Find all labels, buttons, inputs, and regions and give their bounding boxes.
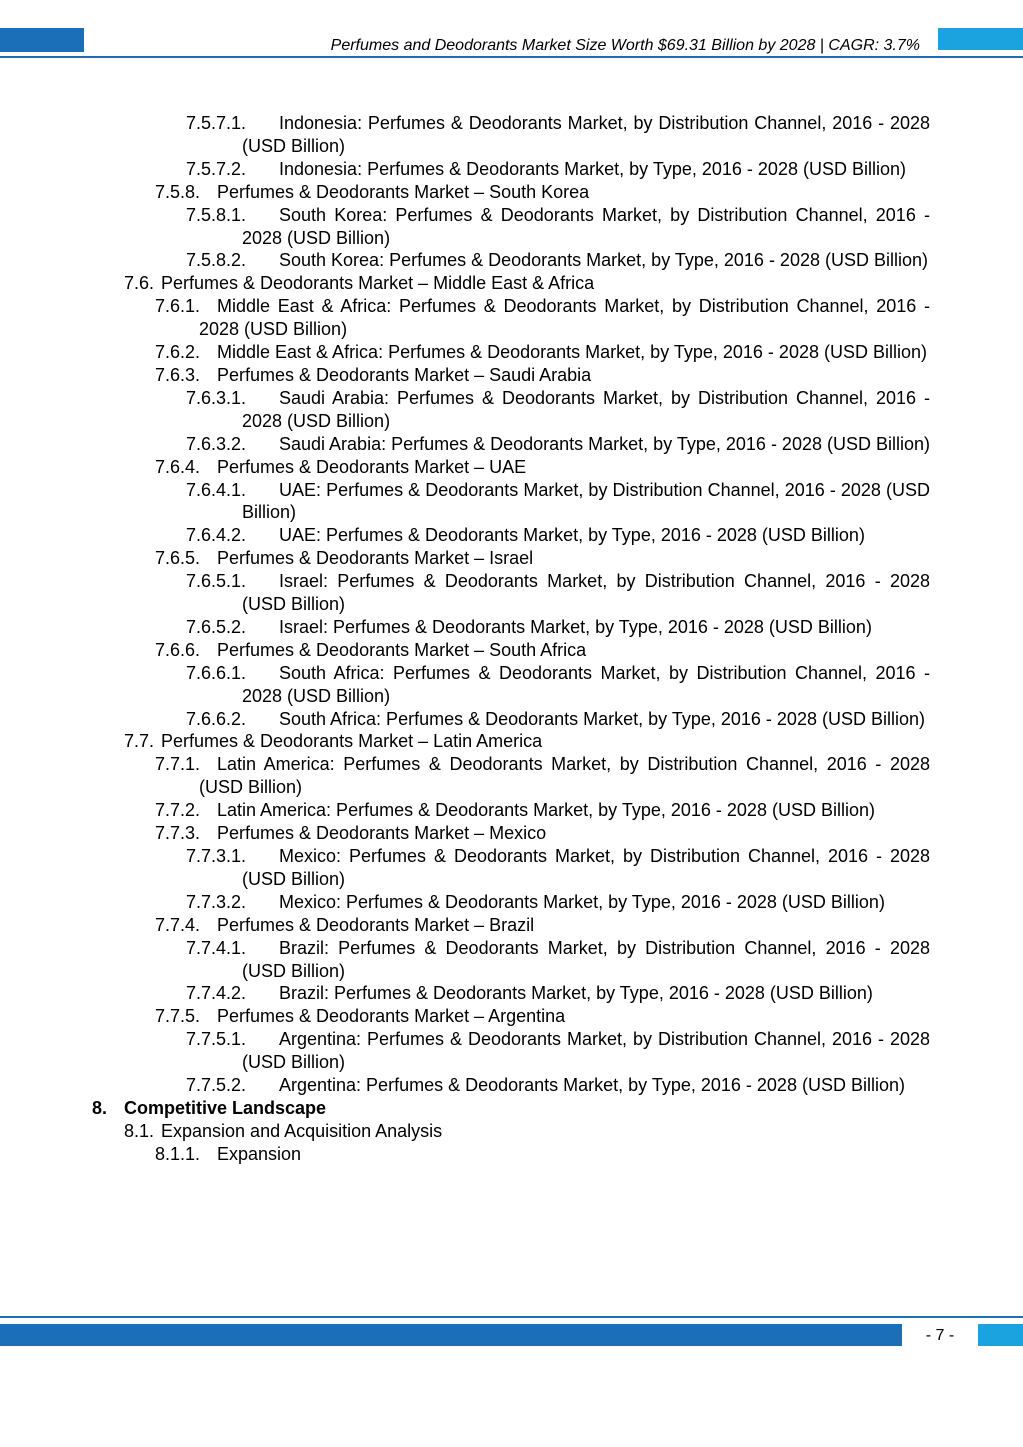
toc-entry-title: Perfumes & Deodorants Market – Argentina — [217, 1006, 566, 1027]
toc-entry-title: Competitive Landscape — [124, 1097, 327, 1118]
toc-entry-title: Latin America: Perfumes & Deodorants Market, by Distribution Channel, 2016 - 2028 (USD Billion) — [199, 754, 930, 798]
toc-entry-title: Saudi Arabia: Perfumes & Deodorants Market, by Type, 2016 - 2028 (USD Billion) — [279, 433, 930, 454]
toc-entry[interactable] — [186, 570, 930, 616]
toc-entry-title: Mexico: Perfumes & Deodorants Market, by Type, 2016 - 2028 (USD Billion) — [279, 891, 885, 912]
toc-entry[interactable] — [186, 982, 930, 1005]
toc-entry-number: 7.6.6. — [155, 639, 201, 660]
toc-entry-title: Middle East & Africa: Perfumes & Deodorants Market, by Distribution Channel, 2016 - 2028 (USD Billion) — [199, 296, 930, 340]
toc-entry-number: 7.5.8. — [155, 181, 201, 202]
toc-entry-title: Perfumes & Deodorants Market – Latin America — [161, 731, 543, 752]
toc-entry[interactable] — [155, 822, 930, 845]
toc-entry[interactable] — [186, 937, 930, 983]
toc-entry[interactable] — [124, 272, 930, 295]
toc-entry-title: Brazil: Perfumes & Deodorants Market, by Type, 2016 - 2028 (USD Billion) — [279, 983, 873, 1004]
toc-entry-title: Perfumes & Deodorants Market – Brazil — [217, 914, 535, 935]
toc-entry-title: South Korea: Perfumes & Deodorants Market, by Distribution Channel, 2016 - 2028 (USD Billion) — [242, 204, 930, 248]
toc-entry-title: South Africa: Perfumes & Deodorants Market, by Distribution Channel, 2016 - 2028 (USD Billion) — [242, 662, 930, 706]
toc-entry-number: 7.6. — [124, 273, 155, 294]
toc-entry[interactable] — [155, 295, 930, 341]
toc-entry-number: 7.6.4. — [155, 456, 201, 477]
toc-entry-number: 8.1.1. — [155, 1143, 201, 1164]
toc-entry[interactable] — [186, 479, 930, 525]
toc-entry-title: Argentina: Perfumes & Deodorants Market, by Type, 2016 - 2028 (USD Billion) — [279, 1075, 905, 1096]
toc-entry-title: Expansion — [217, 1143, 302, 1164]
toc-entry-title: Indonesia: Perfumes & Deodorants Market, by Type, 2016 - 2028 (USD Billion) — [279, 158, 906, 179]
toc-entry-number: 7.7.4.1. — [186, 937, 247, 958]
toc-entry-number: 7.7.5.2. — [186, 1075, 247, 1096]
toc-entry-title: Perfumes & Deodorants Market – Saudi Arabia — [217, 364, 592, 385]
toc-entry[interactable] — [186, 387, 930, 433]
toc-entry-title: UAE: Perfumes & Deodorants Market, by Type, 2016 - 2028 (USD Billion) — [279, 525, 865, 546]
toc-entry-title: Indonesia: Perfumes & Deodorants Market, by Distribution Channel, 2016 - 2028 (USD Billion) — [242, 113, 930, 156]
toc-entry-number: 7.7.5. — [155, 1006, 201, 1027]
header-rule — [0, 56, 1023, 58]
toc-entry-number: 7.6.3.1. — [186, 387, 247, 408]
footer-rule — [0, 1316, 1023, 1318]
toc-entry[interactable] — [155, 547, 930, 570]
toc-entry[interactable] — [186, 708, 930, 731]
toc-entry[interactable] — [186, 112, 930, 158]
toc-entry[interactable] — [155, 914, 930, 937]
toc-entry-title: Perfumes & Deodorants Market – South Korea — [217, 181, 590, 202]
toc-entry-number: 7.5.8.1. — [186, 204, 247, 225]
page-number: - 7 - — [925, 1327, 955, 1344]
toc-entry-number: 7.6.5. — [155, 548, 201, 569]
toc-entry-number: 7.7.3.1. — [186, 846, 247, 866]
toc-entry-title: Perfumes & Deodorants Market – UAE — [217, 456, 527, 477]
toc-entry-number: 7.7.4.2. — [186, 983, 247, 1004]
toc-entry-number: 7.6.3. — [155, 364, 201, 385]
toc-entry-number: 7.5.7.1. — [186, 113, 247, 133]
toc-entry[interactable] — [186, 204, 930, 250]
toc-entry-title: Middle East & Africa: Perfumes & Deodorants Market, by Type, 2016 - 2028 (USD Billion) — [217, 342, 927, 363]
toc-entry-title: Perfumes & Deodorants Market – South Africa — [217, 639, 587, 660]
toc-entry-title: Perfumes & Deodorants Market – Israel — [217, 548, 534, 569]
header-title: Perfumes and Deodorants Market Size Worth $69.31 Billion by 2028 | CAGR: 3.7% — [330, 37, 920, 54]
toc-entry-number: 7.7.4. — [155, 914, 201, 935]
toc-entry-title: Argentina: Perfumes & Deodorants Market, by Distribution Channel, 2016 - 2028 (USD Billion) — [242, 1029, 930, 1073]
toc-entry-title: Israel: Perfumes & Deodorants Market, by Distribution Channel, 2016 - 2028 (USD Billion) — [242, 571, 930, 615]
toc-entry[interactable] — [186, 1028, 930, 1074]
toc-entry-number: 7.7.5.1. — [186, 1029, 247, 1050]
toc-entry-number: 7.7.3. — [155, 823, 201, 844]
toc-entry[interactable] — [186, 616, 930, 639]
toc-entry[interactable] — [155, 799, 930, 822]
toc-entry-title: Latin America: Perfumes & Deodorants Market, by Type, 2016 - 2028 (USD Billion) — [217, 800, 875, 821]
toc-entry[interactable] — [155, 341, 930, 364]
toc-entry[interactable] — [186, 891, 930, 914]
toc-entry[interactable] — [155, 753, 930, 799]
toc-entry-title: UAE: Perfumes & Deodorants Market, by Distribution Channel, 2016 - 2028 (USD Billion) — [242, 479, 930, 523]
footer-accent-block — [978, 1324, 1023, 1346]
toc-entry-title: Mexico: Perfumes & Deodorants Market, by Distribution Channel, 2016 - 2028 (USD Billion) — [242, 846, 930, 889]
toc-entry-number: 7.6.6.2. — [186, 708, 247, 729]
footer-bar — [0, 1324, 902, 1346]
toc-entry-number: 7.5.8.2. — [186, 250, 247, 271]
toc-entry-number: 8. — [92, 1097, 108, 1118]
toc-entry[interactable] — [92, 1097, 930, 1120]
toc-entry-title: South Korea: Perfumes & Deodorants Market, by Type, 2016 - 2028 (USD Billion) — [279, 250, 928, 271]
toc-entry-number: 7.6.4.2. — [186, 525, 247, 546]
header-accent-block-right — [938, 28, 1023, 50]
toc-entry[interactable] — [155, 639, 930, 662]
toc-entry[interactable] — [155, 1143, 930, 1166]
toc-entry[interactable] — [155, 1005, 930, 1028]
toc-entry-title: South Africa: Perfumes & Deodorants Market, by Type, 2016 - 2028 (USD Billion) — [279, 708, 925, 729]
toc-entry-number: 7.7.2. — [155, 800, 201, 821]
toc-entry-number: 7.6.3.2. — [186, 433, 247, 454]
toc-entry-number: 7.6.5.1. — [186, 571, 247, 592]
toc-entry-title: Israel: Perfumes & Deodorants Market, by Type, 2016 - 2028 (USD Billion) — [279, 616, 872, 637]
toc-entry-number: 7.7.3.2. — [186, 891, 247, 912]
header-accent-block-left — [0, 28, 84, 52]
toc-entry-number: 8.1. — [124, 1120, 155, 1141]
toc-entry[interactable] — [155, 181, 930, 204]
toc-entry-title: Expansion and Acquisition Analysis — [161, 1120, 443, 1141]
toc-entry-number: 7.6.6.1. — [186, 662, 247, 683]
toc-entry-number: 7.6.5.2. — [186, 616, 247, 637]
table-of-contents — [0, 112, 1023, 1166]
toc-entry-number: 7.6.1. — [155, 296, 201, 317]
toc-entry[interactable] — [186, 1074, 930, 1097]
toc-entry[interactable] — [186, 845, 930, 891]
toc-entry[interactable] — [155, 364, 930, 387]
toc-entry[interactable] — [155, 456, 930, 479]
toc-entry[interactable] — [186, 662, 930, 708]
toc-entry[interactable] — [124, 1120, 930, 1143]
toc-entry[interactable] — [186, 524, 930, 547]
toc-entry-title: Brazil: Perfumes & Deodorants Market, by Distribution Channel, 2016 - 2028 (USD Billion) — [242, 937, 930, 981]
toc-entry[interactable] — [186, 158, 930, 181]
toc-entry[interactable] — [186, 249, 930, 272]
toc-entry-number: 7.6.2. — [155, 342, 201, 363]
toc-entry-title: Saudi Arabia: Perfumes & Deodorants Market, by Distribution Channel, 2016 - 2028 (USD Billion) — [242, 387, 930, 431]
toc-entry[interactable] — [186, 433, 930, 456]
toc-entry-title: Perfumes & Deodorants Market – Middle East & Africa — [161, 273, 595, 294]
toc-entry-number: 7.6.4.1. — [186, 479, 247, 500]
toc-entry-number: 7.5.7.2. — [186, 158, 247, 179]
toc-entry-number: 7.7. — [124, 731, 155, 752]
toc-entry-title: Perfumes & Deodorants Market – Mexico — [217, 823, 547, 844]
toc-entry[interactable] — [124, 730, 930, 753]
toc-entry-number: 7.7.1. — [155, 754, 201, 775]
